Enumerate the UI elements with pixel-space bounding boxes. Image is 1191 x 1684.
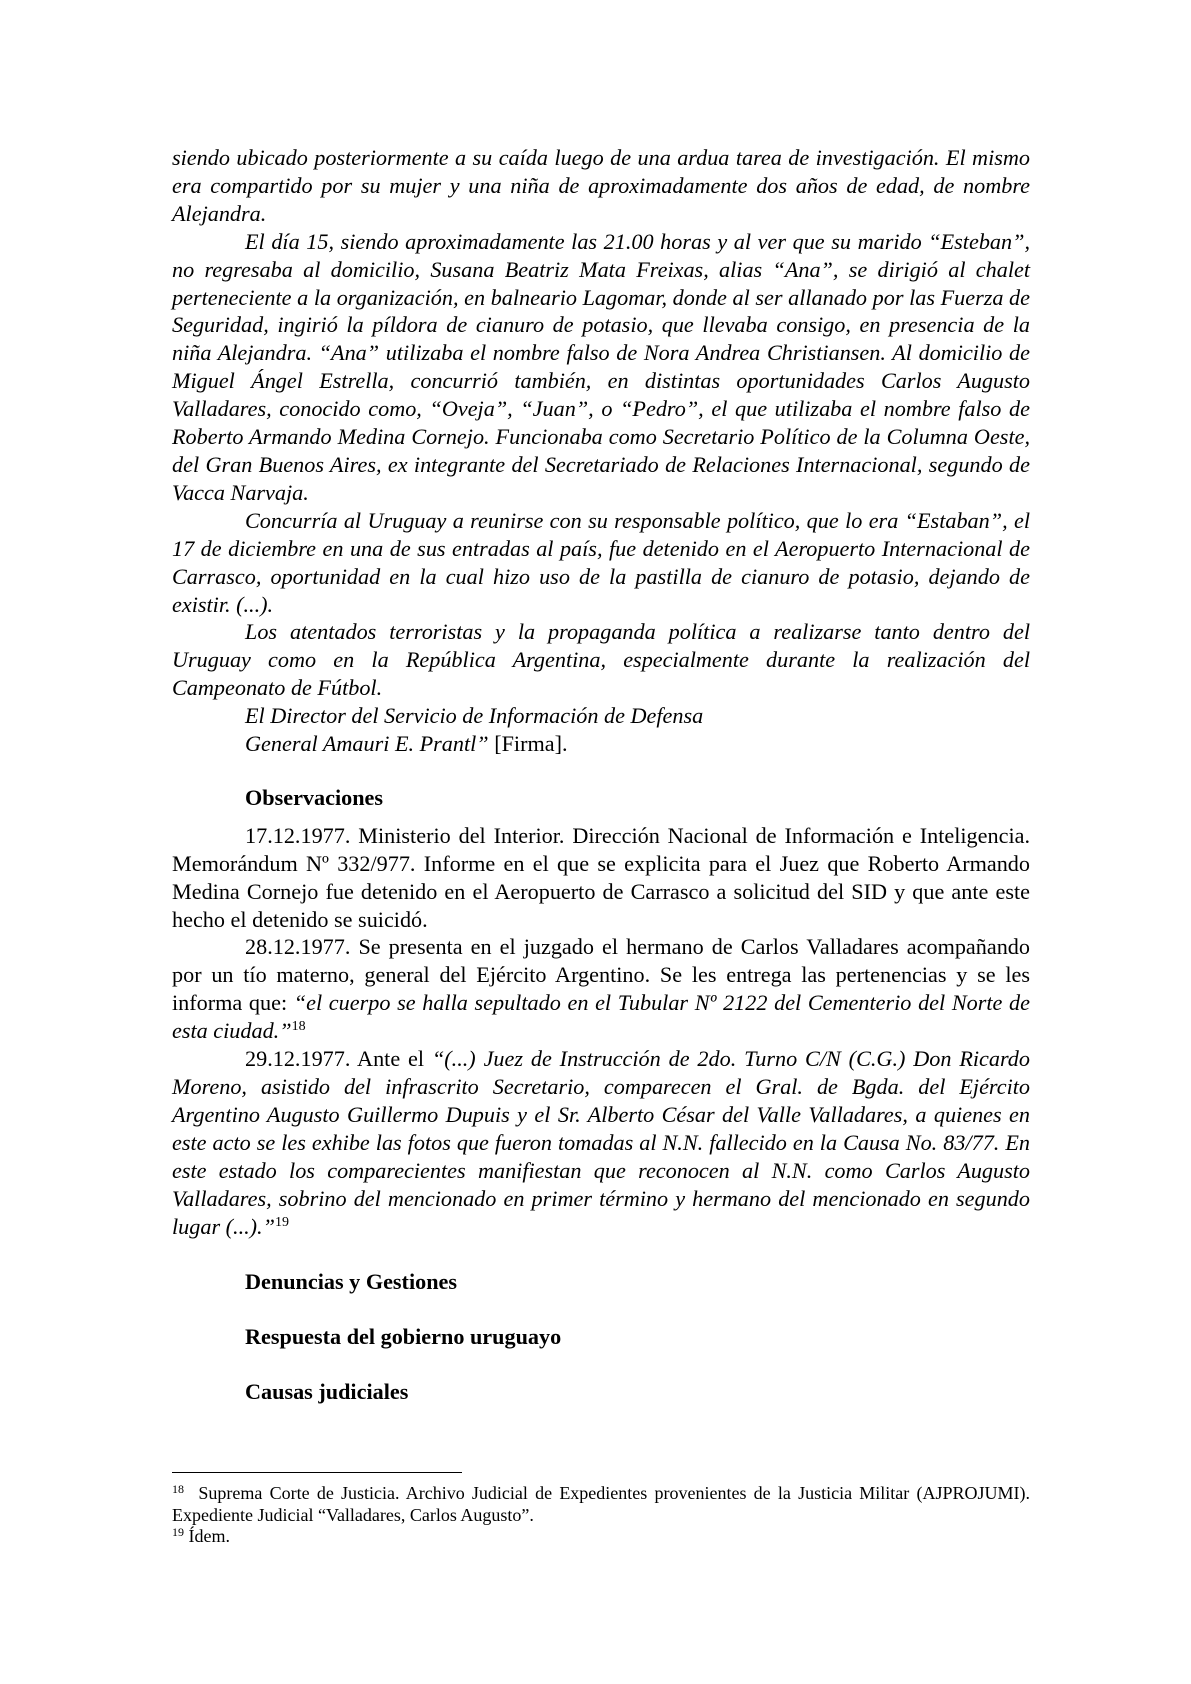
- signature-name: General Amauri E. Prantl”: [245, 731, 489, 757]
- heading-observaciones: Observaciones: [245, 784, 384, 810]
- body-text: [172, 144, 1030, 1406]
- heading-causas: Causas judiciales: [245, 1379, 409, 1405]
- footnote-separator: [172, 1472, 462, 1473]
- footnotes: [172, 1483, 1030, 1548]
- paragraph-3: Concurría al Uruguay a reunirse con su responsable político, que lo era “Estaban”, el 17 de diciembre en una de sus entradas al país, fue detenido en el Aeropuerto Internacional de Carrasco, oportunidad en la cual hizo uso de la pastilla de cianuro de potasio, dejando de existir. (...).: [172, 507, 1030, 617]
- footnote-number: 18: [172, 1482, 184, 1496]
- observation-2-text: 28.12.1977. Se presenta en el juzgado el hermano de Carlos Valladares acompañando por un tío materno, general del Ejército Argentino. Se les entrega las pertenencias y se les informa que:: [172, 934, 1030, 1016]
- footnote-19: [172, 1526, 1030, 1548]
- signature-mark: [Firma].: [488, 731, 568, 757]
- observation-3: [172, 1045, 1030, 1240]
- paragraph-1: siendo ubicado posteriormente a su caída luego de una ardua tarea de investigación. El mismo era compartido por su mujer y una niña de aproximadamente dos años de edad, de nombre Alejandra.: [172, 145, 1030, 226]
- footnote-18: [172, 1483, 1030, 1526]
- heading-respuesta: Respuesta del gobierno uruguayo: [245, 1324, 562, 1350]
- observation-3-quote: “(...) Juez de Instrucción de 2do. Turno C/N (C.G.) Don Ricardo Moreno, asistido del infrascrito Secretario, comparecen el Gral. de Bgda. del Ejército Argentino Augusto Guillermo Dupuis y el Sr. Alberto César del Valle Valladares, a quienes en este acto se les exhibe las fotos que fueron tomadas al N.N. fallecido en la Causa No. 83/77. En este estado los comparecientes manifiestan que reconocen al N.N. como Carlos Augusto Valladares, sobrino del mencionado en primer término y hermano del mencionado en segundo lugar (...).”: [172, 1046, 1030, 1239]
- observation-2-quote: “el cuerpo se halla sepultado en el Tubular Nº 2122 del Cementerio del Norte de esta ciudad.”: [172, 990, 1031, 1044]
- signature-line-2: [172, 730, 1030, 758]
- observation-3-text: 29.12.1977. Ante el: [245, 1046, 432, 1072]
- footnote-ref-19[interactable]: 19: [274, 1214, 289, 1230]
- footnote-text: Suprema Corte de Justicia. Archivo Judicial de Expedientes provenientes de la Justicia Militar (AJPROJUMI). Expediente Judicial “Valladares, Carlos Augusto”.: [172, 1483, 1030, 1525]
- footnote-text: Ídem.: [188, 1526, 230, 1546]
- paragraph-4: Los atentados terroristas y la propaganda política a realizarse tanto dentro del Uruguay como en la República Argentina, especialmente durante la realización del Campeonato de Fútbol.: [172, 619, 1030, 701]
- paragraph-2: El día 15, siendo aproximadamente las 21.00 horas y al ver que su marido “Esteban”, no regresaba al domicilio, Susana Beatriz Mata Freixas, alias “Ana”, se dirigió al chalet perteneciente a la organización, en balneario Lagomar, donde al ser allanado por las Fuerza de Seguridad, ingirió la píldora de cianuro de potasio, que llevaba consigo, en presencia de la niña Alejandra. “Ana” utilizaba el nombre falso de Nora Andrea Christiansen. Al domicilio de Miguel Ángel Estrella, concurrió también, en distintas oportunidades Carlos Augusto Valladares, conocido como, “Oveja”, “Juan”, o “Pedro”, el que utilizaba el nombre falso de Roberto Armando Medina Cornejo. Funcionaba como Secretario Político de la Columna Oeste, del Gran Buenos Aires, ex integrante del Secretariado de Relaciones Internacional, segundo de Vacca Narvaja.: [172, 228, 1030, 505]
- observation-2: [172, 933, 1030, 1045]
- observation-1: 17.12.1977. Ministerio del Interior. Dirección Nacional de Información e Inteligencia. Memorándum Nº 332/977. Informe en el que se explicita para el Juez que Roberto Armando Medina Cornejo fue detenido en el Aeropuerto de Carrasco a solicitud del SID y que ante este hecho el detenido se suicidó.: [172, 822, 1030, 932]
- footnote-ref-18[interactable]: 18: [291, 1019, 306, 1035]
- signature-line-1: El Director del Servicio de Información de Defensa: [245, 703, 704, 729]
- footnote-number: 19: [172, 1525, 184, 1539]
- heading-denuncias: Denuncias y Gestiones: [245, 1269, 458, 1295]
